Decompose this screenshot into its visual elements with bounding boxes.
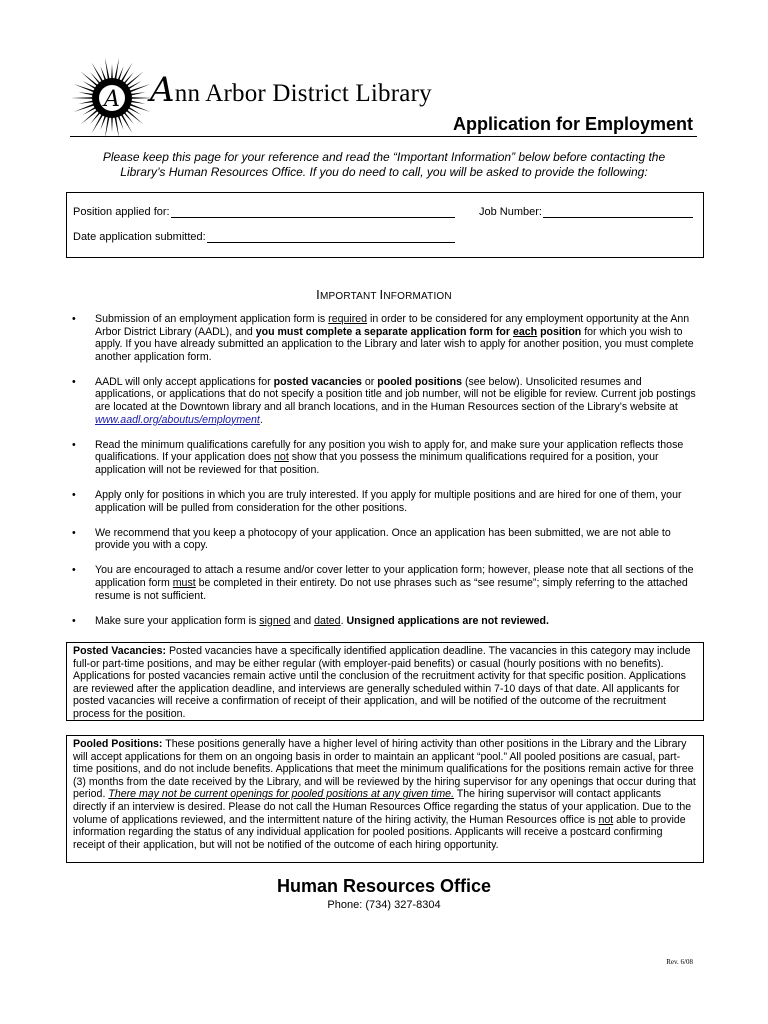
list-item <box>72 489 702 514</box>
b2-text-4: . <box>259 413 263 426</box>
position-input-line[interactable] <box>171 206 455 218</box>
job-number-label: Job Number: <box>479 206 542 218</box>
pooled-positions-box <box>66 735 704 863</box>
information-list <box>72 313 702 640</box>
posted-vacancies-text: Posted vacancies have a specifically identified application deadline. The vacancies in this category may include full-or part-time positions, and may be either regular (with employer-paid benefits) or casual (hourly positions with no benefits). Applications for posted vacancies remain active until the conclusion of the recruitment activity for that specific position. Applications are reviewed after the application deadline, and interviews are generally scheduled within 7-10 days of that date. All applicants for posted vacancies will receive a confirmation of receipt of their application, and will be notified of the outcome of the recruitment process for the position. <box>73 645 691 720</box>
pooled-underline: not <box>598 813 614 826</box>
b6-underline: must <box>172 577 196 589</box>
page-title: Application for Employment <box>452 114 693 134</box>
list-item <box>72 439 702 477</box>
job-number-input-line[interactable] <box>543 206 693 218</box>
header-divider <box>70 136 697 137</box>
bullet-icon: • <box>72 614 76 627</box>
bullet-icon: • <box>72 564 76 577</box>
reference-form-box <box>66 192 704 258</box>
b3-text-2: show that you possess the minimum qualifications required for a position, your application will not be reviewed for that position. <box>95 451 659 476</box>
bullet-icon: • <box>72 313 76 325</box>
revision-date: Rev. 6/08 <box>666 958 693 966</box>
b7-text-2: and <box>290 614 315 627</box>
b7-underline-1: signed <box>259 614 291 627</box>
intro-line-2: Library’s Human Resources Office. If you do need to call, you will be asked to provide the following: <box>120 165 648 179</box>
date-field[interactable] <box>73 231 455 243</box>
date-input-line[interactable] <box>207 231 455 243</box>
pooled-italic-note: There may not be current openings for pooled positions at any given time. <box>108 788 455 801</box>
library-sun-logo-icon <box>70 56 154 140</box>
library-name-initial: A <box>150 70 175 110</box>
intro-line-1: Please keep this page for your reference and read the “Important Information” below before contacting the <box>102 150 666 164</box>
b1-bold-1: you must complete a separate application form for <box>255 325 513 338</box>
posted-vacancies-label: Posted Vacancies: <box>73 645 167 657</box>
b2-text-2: or <box>361 375 378 388</box>
list-item <box>72 527 702 552</box>
b1-bold-2: position <box>537 325 582 338</box>
list-item <box>72 376 702 426</box>
hr-office-title: Human Resources Office <box>276 876 492 896</box>
bullet-icon: • <box>72 438 76 451</box>
b1-underline: required <box>328 313 368 325</box>
list-item <box>72 313 702 363</box>
date-label: Date application submitted: <box>73 231 206 243</box>
hr-phone: Phone: (734) 327-8304 <box>327 899 441 911</box>
b7-bold: Unsigned applications are not reviewed. <box>346 614 549 627</box>
svg-text:A: A <box>104 87 120 112</box>
bullet-icon: • <box>72 526 76 539</box>
job-number-field[interactable] <box>479 206 693 218</box>
b1-text-1: Submission of an employment application form is <box>95 313 329 325</box>
b7-text-3: . <box>340 614 347 627</box>
b2-text-3: (see below). Unsolicited resumes and applications, or applications that do not specify a position title and job number, will not be eligible for review. Current job postings are located at the Downtown library and all branch locations, and in the Human Resources section of the Library’s website at <box>95 375 696 414</box>
heading-cap-2: I <box>379 287 384 302</box>
heading-cap-1: I <box>316 287 320 302</box>
b1-text-3: for which you wish to apply. If you have already submitted an application to the Library and later wish to apply for another position, you must complete another application form. <box>95 325 694 363</box>
b7-underline-2: dated <box>314 614 341 627</box>
b2-text-1: AADL will only accept applications for <box>95 375 274 388</box>
bullet-icon: • <box>72 489 76 502</box>
b5-text: We recommend that you keep a photocopy of your application. Once an application has been submitted, we are not able to provide you with a copy. <box>95 526 671 552</box>
b6-text-2: be completed in their entirety. Do not use phrases such as “see resume”; simply referring to the attached resume is not sufficient. <box>95 577 688 602</box>
position-label: Position applied for: <box>73 206 170 218</box>
employment-website-link[interactable]: www.aadl.org/aboutus/employment <box>95 413 260 426</box>
pooled-text-1: These positions generally have a higher level of hiring activity than other positions in the Library and the Library will accept applications for them on an ongoing basis in order to maintain an applicant “pool.” All pooled positions are casual, part-time positions, and do not include benefits. Applications that meet the minimum qualifications for the positions remain active for three (3) months from the date received by the Library, and will be reviewed by the hiring supervisor for any openings that occur during that period. <box>73 738 696 801</box>
library-name-rest: nn Arbor District Library <box>174 80 432 107</box>
library-name <box>150 70 432 110</box>
heading-rest-1: MPORTANT <box>319 291 380 302</box>
heading-rest-2: NFORMATION <box>383 291 452 302</box>
pooled-text-3: able to provide information regarding the status of any individual application for pooled positions. Applicants will receive a postcard confirming receipt of their application, but will not be notified of the outcome of each hiring opportunity. <box>73 813 686 851</box>
list-item <box>72 615 702 628</box>
list-item <box>72 564 702 602</box>
b3-text-1: Read the minimum qualifications carefully for any position you wish to apply for, and make sure your application reflects those qualifications. If your application does <box>95 438 684 464</box>
b3-underline: not <box>274 451 289 464</box>
intro-text <box>80 150 688 180</box>
b7-text-1: Make sure your application form is <box>95 614 260 627</box>
b2-bold-2: pooled positions <box>377 375 462 388</box>
posted-vacancies-box <box>66 642 704 721</box>
b1-bold-underline: each <box>512 325 538 338</box>
b4-text: Apply only for positions in which you are truly interested. If you apply for multiple positions and are hired for one of them, your application will be pulled from consideration for the other positions. <box>95 489 682 514</box>
b2-bold-1: posted vacancies <box>273 375 362 388</box>
position-field[interactable] <box>73 206 455 218</box>
pooled-positions-label: Pooled Positions: <box>73 738 163 750</box>
b1-text-2: in order to be considered for any employment opportunity at the Ann Arbor District Library (AADL), and <box>95 313 690 338</box>
b6-text-1: You are encouraged to attach a resume and/or cover letter to your application form; however, please note that all sections of the application form <box>95 564 694 589</box>
important-information-heading <box>0 287 768 302</box>
pooled-text-2: The hiring supervisor will contact applicants directly if an interview is desired. Please do not call the Human Resources Office regarding the status of your application. Due to the volume of applications reviewed, and the intermittent nature of the hiring activity, the Human Resources office is <box>73 788 692 826</box>
bullet-icon: • <box>72 375 76 388</box>
